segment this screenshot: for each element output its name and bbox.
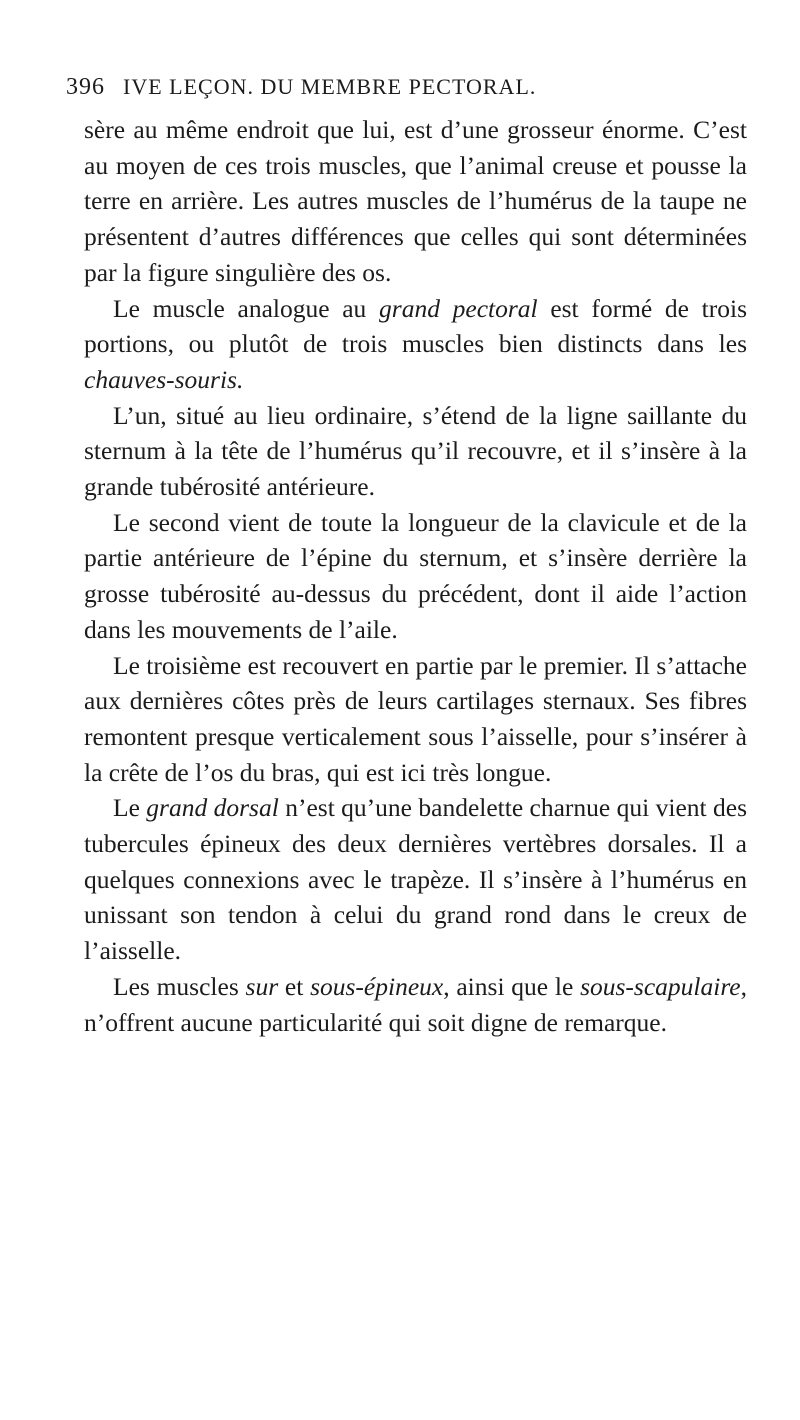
paragraph-5 — [84, 648, 747, 791]
text-segment: , n’offrent aucune particularité qui soit digne de remarque. — [84, 971, 747, 1037]
text-segment: et — [278, 971, 311, 1001]
paragraph-6 — [84, 790, 747, 969]
body-text — [84, 112, 747, 1040]
text-segment: Les muscles — [113, 971, 246, 1001]
text-segment: Le second vient de toute la longueur de la clavicule et de la partie antérieure de l’épine du sternum, et s’insère derrière la grosse tubérosité au-dessus du précédent, dont il aide l’action dans les mouvements de l’aile. — [84, 507, 747, 644]
text-segment: sère au même endroit que lui, est d’une grosseur énorme. C’est au moyen de ces trois muscles, que l’animal creuse et pousse la terre en arrière. Les autres muscles de l’humérus de la taupe ne présentent d’autres différences que celles qui sont déterminées par la figure singulière des os. — [84, 115, 747, 287]
running-title: IVE LEÇON. DU MEMBRE PECTORAL. — [123, 74, 537, 99]
text-segment: Le — [113, 793, 147, 823]
paragraph-4 — [84, 505, 747, 648]
paragraph-2 — [84, 291, 747, 398]
text-segment: , ainsi que le — [443, 971, 581, 1001]
paragraph-3 — [84, 398, 747, 505]
italic-term: sous-épineux — [310, 971, 444, 1001]
page-number: 396 — [66, 74, 105, 100]
italic-term: grand dorsal — [146, 793, 279, 823]
text-segment: est formé de trois portions, ou plutôt de trois muscles bien distincts dans les — [84, 293, 748, 359]
text-segment: n’est qu’une bandelette charnue qui vient des tubercules épineux des deux dernières vertèbres dorsales. Il a quelques connexions avec le trapèze. Il s’insère à l’humérus en unissant son tendon à celui du grand rond dans le creux de l’aisselle. — [84, 793, 747, 966]
italic-term: grand pectoral — [379, 293, 538, 323]
italic-term: sous-scapulaire — [580, 971, 741, 1001]
paragraph-7 — [84, 969, 747, 1040]
paragraph-1 — [84, 112, 747, 291]
text-segment: Le troisième est recouvert en partie par le premier. Il s’attache aux dernières côtes près de leurs cartilages sternaux. Ses fibres remontent presque verticalement sous l’aisselle, pour s’insérer à la crête de l’os du bras, qui est ici très longue. — [84, 650, 747, 787]
running-head — [66, 74, 746, 108]
italic-term: sur — [245, 971, 279, 1001]
text-segment: Le muscle analogue au — [113, 293, 380, 323]
italic-term: chauves-souris. — [84, 364, 244, 394]
text-segment: L’un, situé au lieu ordinaire, s’étend de la ligne saillante du sternum à la tête de l’humérus qu’il recouvre, et il s’insère à la grande tubérosité antérieure. — [84, 400, 747, 502]
